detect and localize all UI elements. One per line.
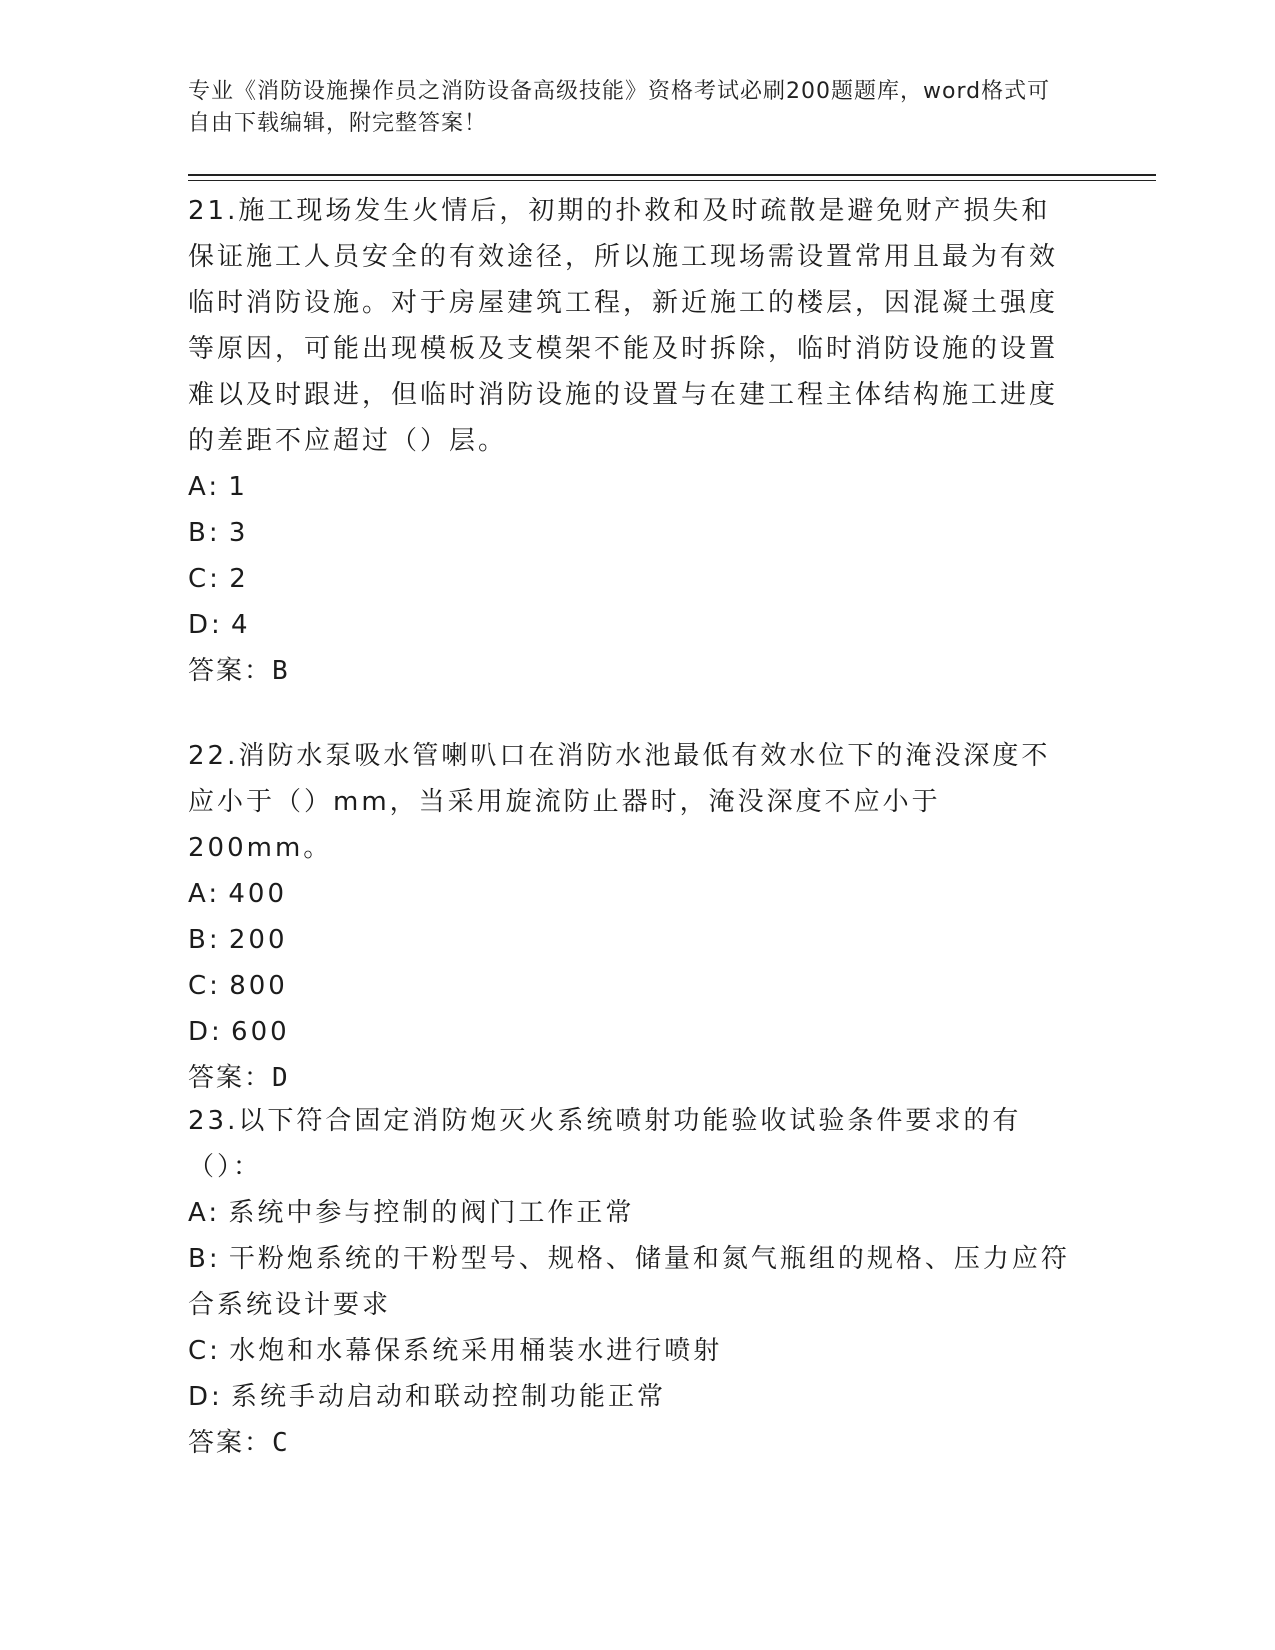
option-text: 2: [229, 564, 249, 594]
answer-label: 答案：: [188, 1428, 273, 1458]
header-rule-thin: [188, 180, 1156, 181]
option-text: 400: [228, 879, 287, 909]
question-stem: 21.施工现场发生火情后，初期的扑救和及时疏散是避免财产损失和保证施工人员安全的有效途径，所以施工现场需设置常用且最为有效临时消防设施。对于房屋建筑工程，新近施工的楼层，因混凝土强度等原因，可能出现模板及支模架不能及时拆除，临时消防设施的设置难以及时跟进，但临时消防设施的设置与在建工程主体结构施工进度的差距不应超过（）层。: [188, 196, 1059, 456]
document-header: 专业《消防设施操作员之消防设备高级技能》资格考试必刷200题题库，word格式可自由下载编辑，附完整答案！: [188, 79, 1051, 136]
question-stem: 23.以下符合固定消防炮灭火系统喷射功能验收试验条件要求的有（）：: [188, 1106, 1022, 1182]
option-label: A:: [188, 1198, 221, 1228]
answer-value: B: [272, 656, 289, 686]
option-a: [188, 1190, 1078, 1236]
option-text: 3: [228, 518, 249, 548]
option-text: 系统手动启动和联动控制功能正常: [231, 1382, 667, 1412]
option-label: B:: [188, 1244, 221, 1274]
question-21: [188, 188, 1078, 694]
option-text: 干粉炮系统的干粉型号、规格、储量和氮气瓶组的规格、压力应符合系统设计要求: [188, 1244, 1070, 1320]
option-label: C:: [188, 1336, 221, 1366]
question-23: [188, 1098, 1078, 1466]
option-text: 1: [228, 472, 248, 502]
option-d: [188, 1374, 1078, 1420]
option-label: B:: [188, 925, 221, 955]
option-text: 600: [231, 1017, 290, 1047]
option-label: B:: [188, 518, 221, 548]
option-label: C:: [188, 564, 221, 594]
answer-label: 答案：: [188, 1063, 273, 1093]
option-b: [188, 917, 1078, 963]
question-22: [188, 733, 1078, 1101]
option-b: [188, 1236, 1078, 1328]
option-a: [188, 871, 1078, 917]
option-label: C:: [188, 971, 221, 1001]
option-text: 系统中参与控制的阀门工作正常: [228, 1198, 635, 1228]
option-label: D:: [188, 1382, 223, 1412]
answer-line: [188, 1420, 1078, 1466]
option-text: 200: [228, 925, 288, 955]
answer-label: 答案：: [188, 656, 273, 686]
option-c: [188, 556, 1078, 602]
answer-line: [188, 1055, 1078, 1101]
option-label: A:: [188, 472, 221, 502]
option-d: [188, 1009, 1078, 1055]
option-text: 4: [231, 610, 251, 640]
option-text: 水炮和水幕保系统采用桶装水进行喷射: [229, 1336, 723, 1366]
answer-value: C: [272, 1428, 289, 1458]
option-c: [188, 1328, 1078, 1374]
answer-value: D: [272, 1063, 289, 1093]
option-d: [188, 602, 1078, 648]
option-text: 800: [229, 971, 288, 1001]
option-label: A:: [188, 879, 221, 909]
question-stem: 22.消防水泵吸水管喇叭口在消防水池最低有效水位下的淹没深度不应小于（）mm，当采用旋流防止器时，淹没深度不应小于200mm。: [188, 741, 1051, 863]
option-label: D:: [188, 610, 223, 640]
option-label: D:: [188, 1017, 223, 1047]
answer-line: [188, 648, 1078, 694]
header-rule-thick: [188, 174, 1156, 176]
option-b: [188, 510, 1078, 556]
option-a: [188, 464, 1078, 510]
option-c: [188, 963, 1078, 1009]
